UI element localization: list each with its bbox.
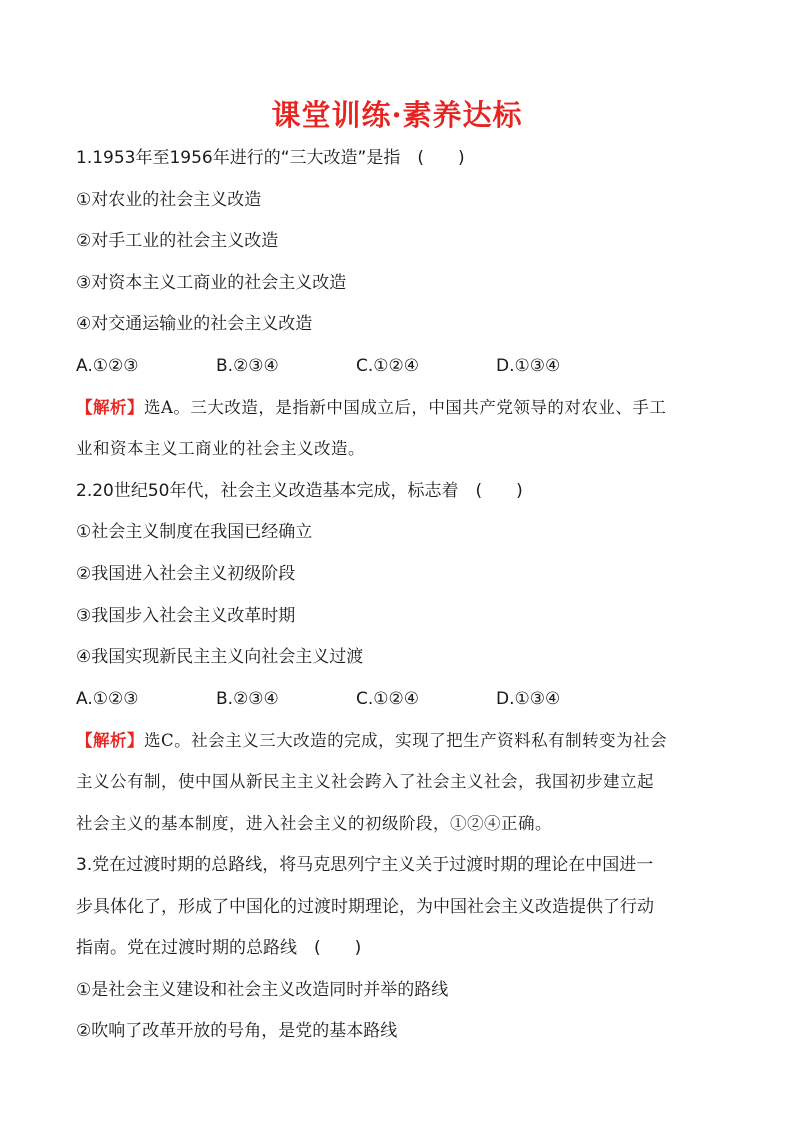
choice-d: D.①③④: [496, 356, 561, 376]
question-2-stem: 2.20世纪50年代，社会主义改造基本完成，标志着 ( ): [76, 481, 523, 501]
choice-b: B.②③④: [216, 689, 279, 709]
question-1-analysis-line-2: 业和资本主义工商业的社会主义改造。: [76, 439, 365, 458]
choice-b: B.②③④: [216, 356, 279, 376]
page-title: 课堂训练·素养达标: [271, 98, 523, 132]
question-1-item-1: ①对农业的社会主义改造: [76, 190, 262, 210]
choice-c: C.①②④: [356, 356, 419, 376]
question-2-item-4: ④我国实现新民主主义向社会主义过渡: [76, 647, 364, 667]
choice-a: A.①②③: [76, 689, 139, 709]
question-3-item-2: ②吹响了改革开放的号角，是党的基本路线: [76, 1021, 398, 1041]
question-2-item-1: ①社会主义制度在我国已经确立: [76, 522, 313, 542]
analysis-tag: 【解析】: [76, 398, 144, 417]
analysis-tag: 【解析】: [76, 731, 144, 750]
question-2-choices: [76, 687, 726, 711]
choice-d: D.①③④: [496, 689, 561, 709]
question-2-item-2: ②我国进入社会主义初级阶段: [76, 564, 296, 584]
question-3-stem-line-3: 指南。党在过渡时期的总路线 ( ): [76, 938, 362, 958]
choice-c: C.①②④: [356, 689, 419, 709]
question-1-item-2: ②对手工业的社会主义改造: [76, 231, 279, 251]
question-1-analysis-line-1: 【解析】选A。三大改造，是指新中国成立后，中国共产党领导的对农业、手工: [76, 398, 667, 417]
question-1-item-3: ③对资本主义工商业的社会主义改造: [76, 273, 347, 293]
question-1-stem: 1.1953年至1956年进行的“三大改造”是指 ( ): [76, 148, 465, 168]
question-3-item-1: ①是社会主义建设和社会主义改造同时并举的路线: [76, 980, 449, 1000]
question-1-item-4: ④对交通运输业的社会主义改造: [76, 314, 313, 334]
question-2-item-3: ③我国步入社会主义改革时期: [76, 606, 296, 626]
question-2-analysis-line-2: 主义公有制，使中国从新民主主义社会跨入了社会主义社会，我国初步建立起: [76, 772, 654, 791]
question-2-analysis-line-1: 【解析】选C。社会主义三大改造的完成，实现了把生产资料私有制转变为社会: [76, 731, 668, 750]
choice-a: A.①②③: [76, 356, 139, 376]
question-2-analysis-line-3: 社会主义的基本制度，进入社会主义的初级阶段，①②④正确。: [76, 814, 552, 833]
question-3-stem-line-1: 3.党在过渡时期的总路线，将马克思列宁主义关于过渡时期的理论在中国进一: [76, 855, 654, 875]
question-3-stem-line-2: 步具体化了，形成了中国化的过渡时期理论，为中国社会主义改造提供了行动: [76, 897, 654, 917]
question-1-choices: [76, 354, 726, 378]
